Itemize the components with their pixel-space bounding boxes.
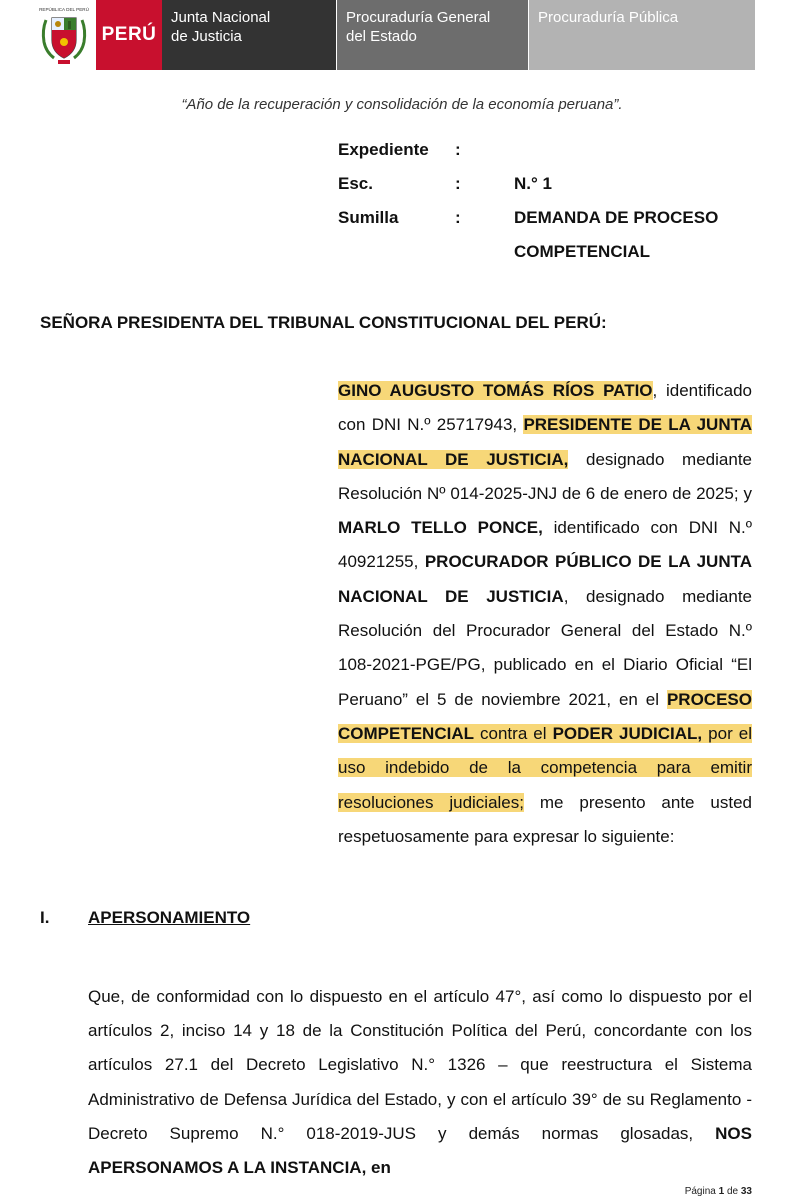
addressee-heading: SEÑORA PRESIDENTA DEL TRIBUNAL CONSTITUCIONAL DEL PERÚ: <box>40 313 607 332</box>
president-name: GINO AUGUSTO TOMÁS RÍOS PATIO <box>338 381 653 400</box>
text-span: Que, de conformidad con lo dispuesto en el artículo 47°, así como lo dispuesto por el artículos 2, inciso 14 y 18 de la Constitución Política del Perú, concordante con los artículos 27.1 del Decreto Legislativo N.° 1326 – que reestructura el Sistema Administrativo de Defensa Jurídica del Estado, y con el artículo 39° de su Reglamento - Decreto Supremo N.° 018-2019-JUS y demás normas glosadas, <box>88 987 752 1143</box>
of-word: de <box>726 1186 739 1197</box>
page-word: Página <box>684 1186 716 1197</box>
esc-label: Esc. <box>338 174 373 193</box>
page-total: 33 <box>740 1186 752 1197</box>
agency-line-2: del Estado <box>346 28 417 45</box>
page-number: 1 <box>718 1186 725 1197</box>
text-span: me presento ante usted respetuosamente para expresar lo siguiente: <box>338 792 752 846</box>
colon: : <box>455 174 461 193</box>
page-header <box>0 0 804 72</box>
text-span: identificado con DNI N.º 40921255, <box>338 518 752 572</box>
intro-paragraph <box>338 374 752 854</box>
agency-line-1: Procuraduría General <box>346 9 491 26</box>
process-type: PROCESO COMPETENCIAL <box>338 689 752 743</box>
coat-of-arms-icon <box>38 4 90 66</box>
emblem-caption: REPÚBLICA DEL PERÚ <box>39 7 89 12</box>
section-title: APERSONAMIENTO <box>88 908 251 927</box>
office-label: Procuraduría Pública <box>538 9 679 26</box>
text-span: , designado mediante Resolución del Procurador General del Estado N.º 108-2021-PGE/PG, publicado en el Diario Oficial “El Peruano” el 5 de noviembre 2021, en el <box>338 586 752 709</box>
procurador-name: MARLO TELLO PONCE, <box>338 518 543 538</box>
institution-block <box>162 0 336 70</box>
year-motto: “Año de la recuperación y consolidación de la economía peruana”. <box>181 96 623 113</box>
office-block <box>529 0 755 70</box>
president-title: PRESIDENTE DE LA JUNTA NACIONAL DE JUSTICIA, <box>338 415 753 469</box>
country-label: PERÚ <box>96 0 162 70</box>
highlight <box>338 381 653 400</box>
text-span: por el uso indebido de la competencia para emitir resoluciones judiciales; <box>338 723 753 812</box>
institution-line-1: Junta Nacional <box>171 9 271 26</box>
colon: : <box>455 208 461 227</box>
institution-line-2: de Justicia <box>171 28 242 45</box>
defendant: PODER JUDICIAL, <box>552 723 703 743</box>
text-span: , identificado con DNI N.º 25717943, <box>338 381 752 435</box>
colon: : <box>455 140 461 159</box>
sumilla-value-line-1: DEMANDA DE PROCESO <box>514 208 719 227</box>
page-footer <box>685 1186 752 1197</box>
body-paragraph <box>88 980 752 1185</box>
procurador-title: PROCURADOR PÚBLICO DE LA JUNTA NACIONAL DE JUSTICIA <box>338 552 753 606</box>
text-span: designado mediante Resolución Nº 014-2025-JNJ de 6 de enero de 2025; y <box>338 449 752 503</box>
bold-text: NOS APERSONAMOS A LA INSTANCIA, en <box>88 1123 752 1178</box>
sumilla-value-line-2: COMPETENCIAL <box>514 242 650 261</box>
esc-value: N.° 1 <box>514 174 552 193</box>
expediente-label: Expediente <box>338 140 429 159</box>
sumilla-label: Sumilla <box>338 208 399 227</box>
agency-block <box>337 0 528 70</box>
text-span: contra el <box>474 723 553 743</box>
section-number: I. <box>40 908 50 927</box>
